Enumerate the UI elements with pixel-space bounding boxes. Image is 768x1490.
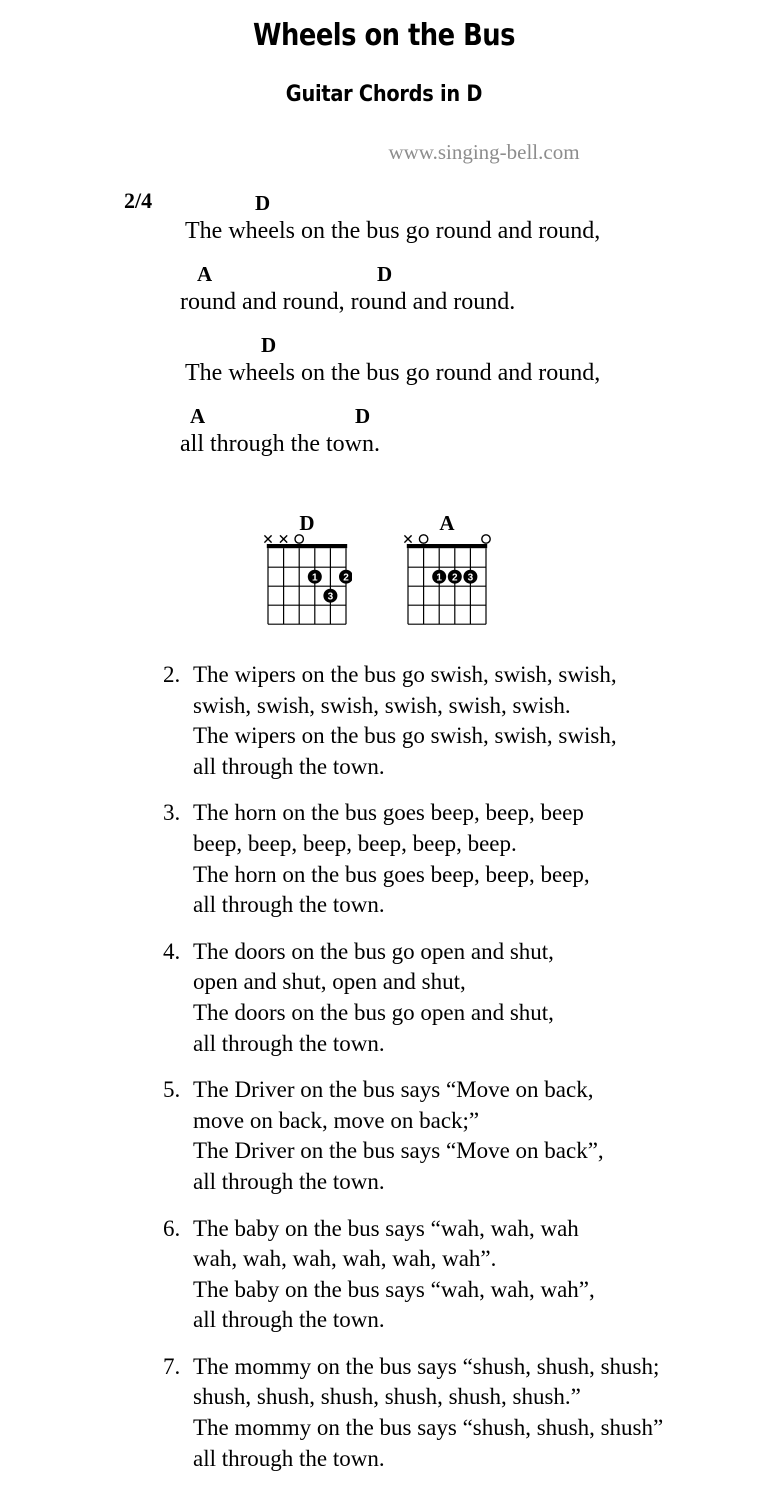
verse-1-chord-chart xyxy=(0,190,768,474)
verse xyxy=(0,798,768,920)
finger-dot xyxy=(432,570,446,584)
time-signature: 2/4 xyxy=(124,188,153,213)
lyric-line: The wheels on the bus go round and round, xyxy=(185,360,601,386)
verse-line xyxy=(0,660,768,691)
verse-line: The baby on the bus says “wah, wah, wah”, xyxy=(193,1276,595,1302)
verse xyxy=(0,1214,768,1336)
verse-line-text: The horn on the bus goes beep, beep, beep xyxy=(193,800,584,826)
verse-line-text: The mommy on the bus says “shush, shush, shush; xyxy=(193,1353,660,1379)
verse-line: The mommy on the bus says “shush, shush, shush” xyxy=(193,1415,664,1441)
nut-bar xyxy=(407,544,487,548)
chord-diagram-grid xyxy=(262,534,352,640)
site-watermark: www.singing-bell.com xyxy=(388,140,580,164)
finger-number: 2 xyxy=(452,572,458,584)
verse-line: The doors on the bus go open and shut, xyxy=(193,999,554,1025)
verse-line-text: The wipers on the bus go swish, swish, swish, xyxy=(193,662,617,687)
verse xyxy=(0,937,768,1059)
verse-line: all through the town. xyxy=(193,1168,385,1194)
verse-line xyxy=(0,1352,768,1383)
verse-line: all through the town. xyxy=(193,753,385,779)
finger-number: 1 xyxy=(312,572,318,584)
verse-line-text: The doors on the bus go open and shut, xyxy=(193,938,554,964)
open-string-marker xyxy=(482,535,490,543)
verse-number: 7. xyxy=(163,1353,181,1379)
verse-line: move on back, move on back;” xyxy=(193,1107,480,1133)
verse-number: 4. xyxy=(163,938,181,964)
verse-number: 5. xyxy=(163,1077,181,1103)
verse-line: all through the town. xyxy=(193,1307,385,1333)
verse xyxy=(0,660,768,782)
verse-list xyxy=(0,660,768,1490)
muted-string-marker xyxy=(280,535,287,542)
chord-label: D xyxy=(255,191,271,215)
finger-number: 3 xyxy=(327,591,334,603)
open-string-marker xyxy=(419,535,427,543)
muted-string-marker xyxy=(264,535,271,542)
verse-line: swish, swish, swish, swish, swish, swish. xyxy=(193,692,571,718)
page-title: Wheels on the Bus xyxy=(253,18,515,53)
chord-diagram-grid xyxy=(402,534,492,640)
lyric-line: round and round, round and round. xyxy=(180,289,516,315)
chord-diagram-name: A xyxy=(439,511,455,535)
chord-label: A xyxy=(197,262,213,286)
verse-line: all through the town. xyxy=(193,1445,385,1471)
verse-line: wah, wah, wah, wah, wah, wah”. xyxy=(193,1246,497,1272)
muted-string-marker xyxy=(404,535,411,542)
chord-label: A xyxy=(190,404,206,428)
verse-line: all through the town. xyxy=(193,1030,385,1056)
verse-line-text: The baby on the bus says “wah, wah, wah xyxy=(193,1215,579,1241)
verse-line xyxy=(0,1075,768,1106)
lyric-line: all through the town. xyxy=(180,431,380,457)
verse-number: 2. xyxy=(163,662,181,687)
finger-dot xyxy=(463,570,477,584)
finger-number: 1 xyxy=(436,572,442,584)
finger-number: 3 xyxy=(467,572,474,584)
verse-line: The wipers on the bus go swish, swish, swish, xyxy=(193,723,617,749)
chord-label: D xyxy=(355,404,371,428)
verse-line: all through the town. xyxy=(193,892,385,918)
chord-diagram-group xyxy=(0,512,768,642)
verse-line: open and shut, open and shut, xyxy=(193,969,466,995)
verse-number: 3. xyxy=(163,800,181,826)
finger-dot xyxy=(308,570,322,584)
finger-dot xyxy=(323,589,337,603)
chord-label: D xyxy=(377,262,393,286)
verse-line: beep, beep, beep, beep, beep, beep. xyxy=(193,830,517,856)
chord-lyric-row xyxy=(0,332,768,403)
chord-lyric-row xyxy=(0,190,768,261)
chord-lyric-row xyxy=(0,403,768,474)
verse-line xyxy=(0,798,768,829)
verse xyxy=(0,1352,768,1474)
chord-label: D xyxy=(261,333,277,357)
lyric-line: The wheels on the bus go round and round, xyxy=(185,218,601,244)
chord-lyric-row xyxy=(0,261,768,332)
verse-line: The Driver on the bus says “Move on back”, xyxy=(193,1138,604,1164)
open-string-marker xyxy=(295,535,303,543)
chord-diagram-name: D xyxy=(299,511,315,535)
verse-line xyxy=(0,937,768,968)
verse-line: The horn on the bus goes beep, beep, beep, xyxy=(193,861,590,887)
page-subtitle: Guitar Chords in D xyxy=(285,82,483,107)
finger-dot xyxy=(448,570,462,584)
finger-dot xyxy=(339,570,352,584)
verse-number: 6. xyxy=(163,1215,181,1241)
nut-bar xyxy=(267,544,347,548)
verse-line xyxy=(0,1214,768,1245)
verse-line: shush, shush, shush, shush, shush, shush.” xyxy=(193,1384,581,1410)
verse xyxy=(0,1075,768,1197)
finger-number: 2 xyxy=(343,572,349,584)
verse-line-text: The Driver on the bus says “Move on back, xyxy=(193,1077,594,1103)
